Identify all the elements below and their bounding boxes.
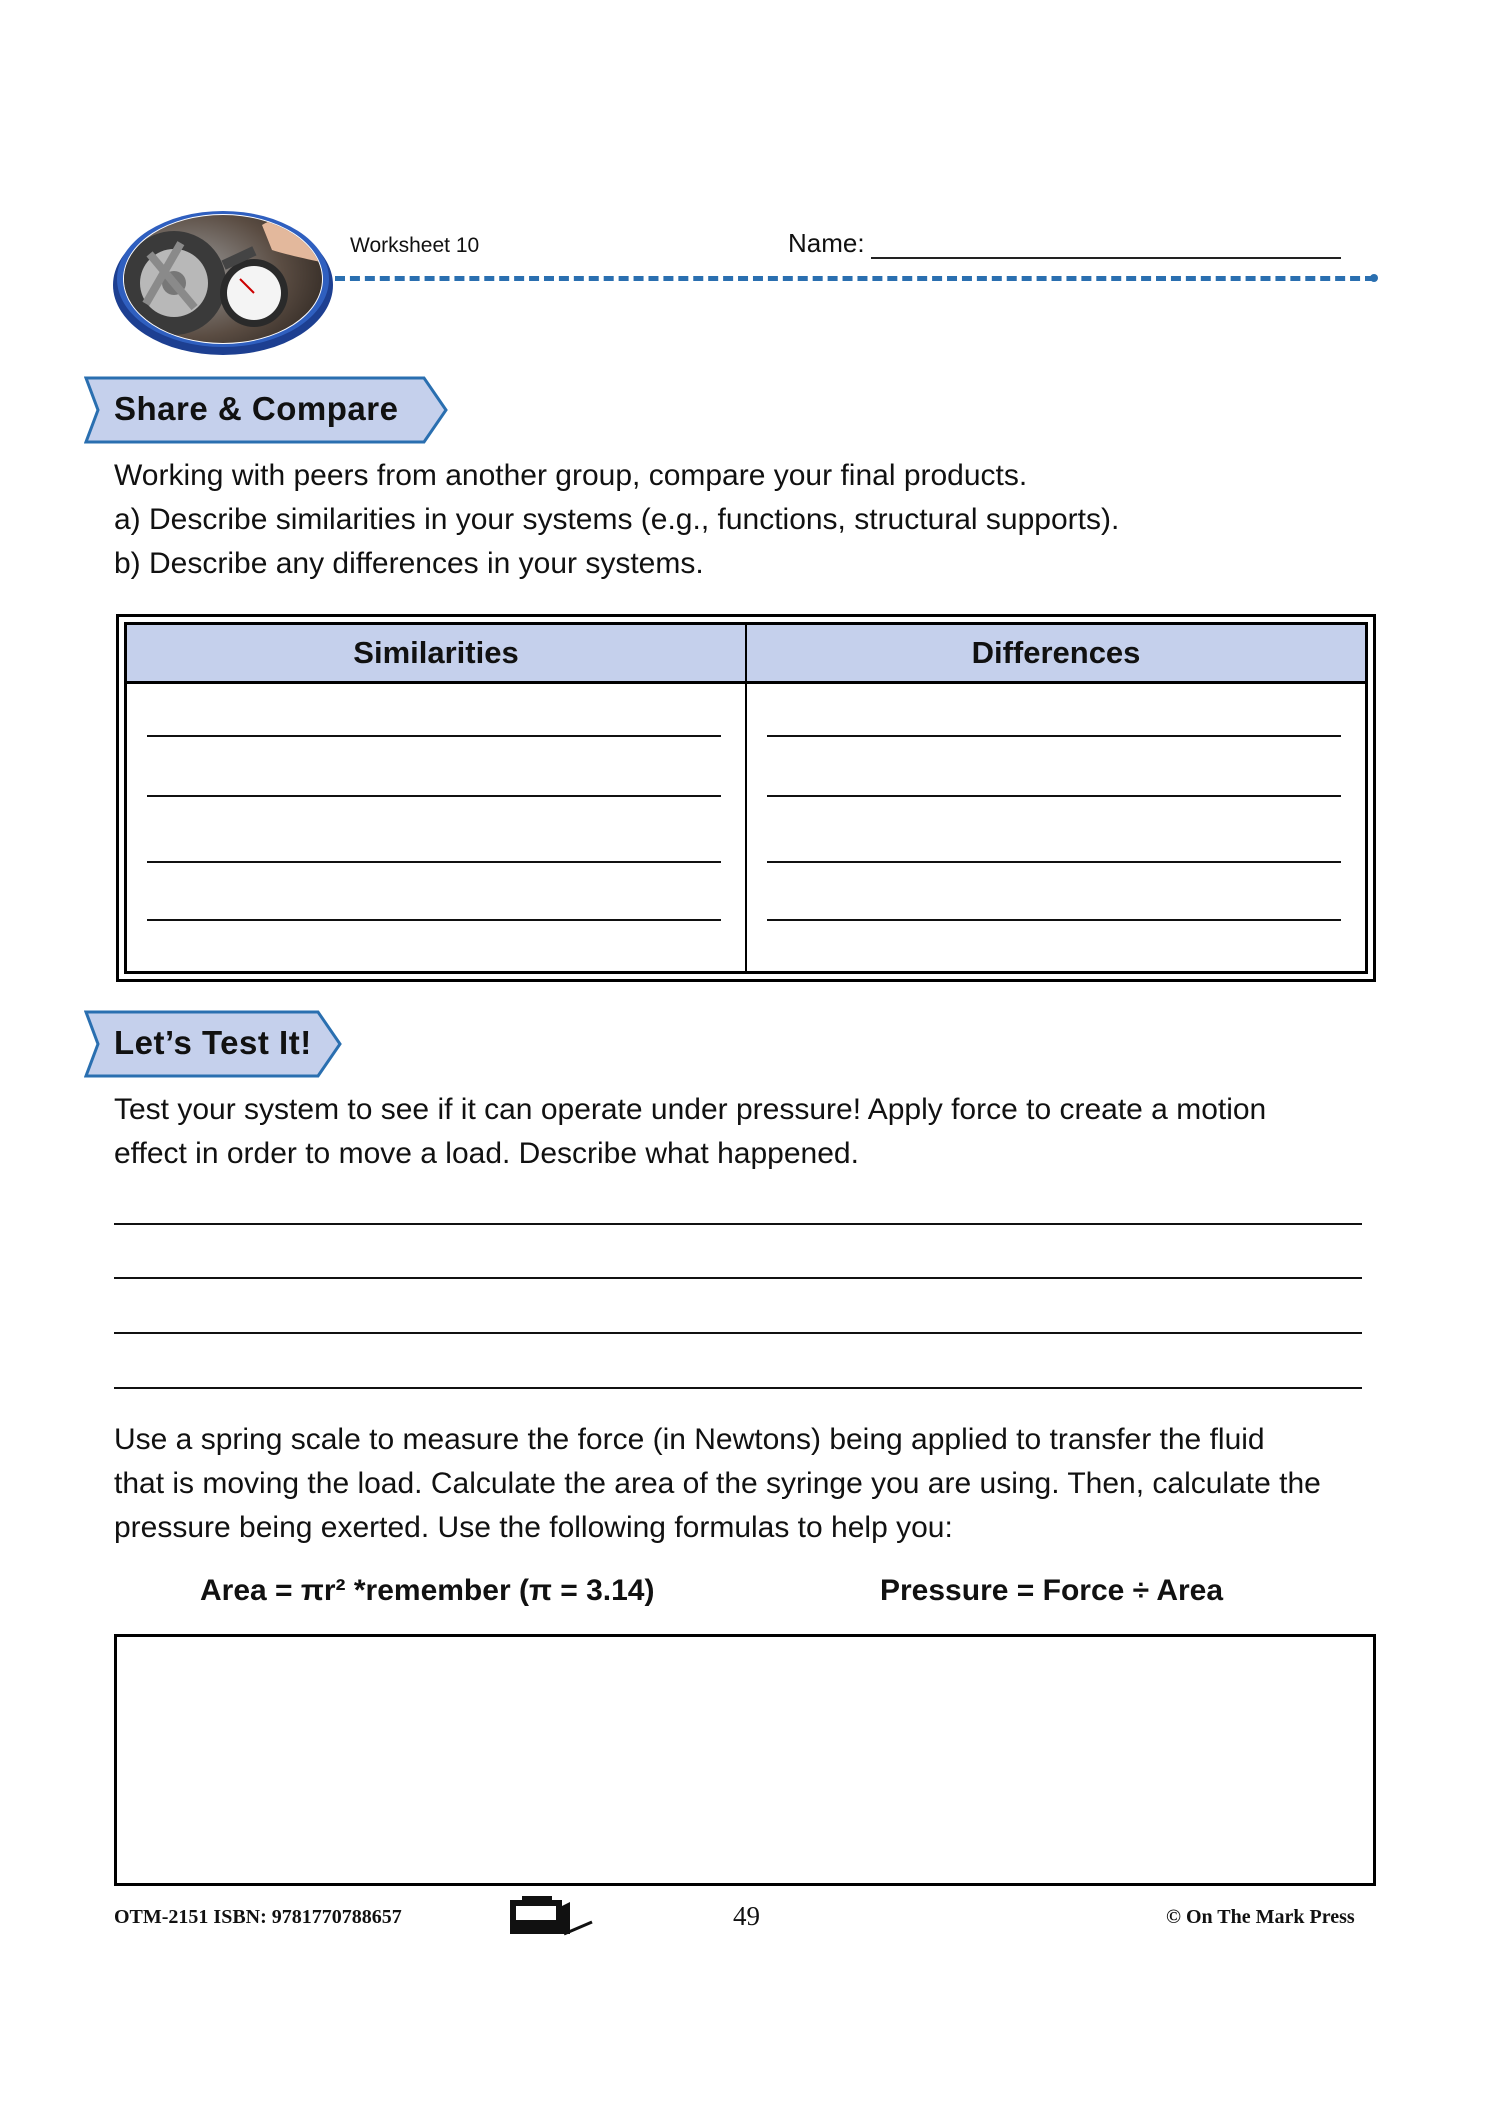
lets-test-banner	[84, 1010, 342, 1078]
share-instructions	[114, 454, 1119, 586]
test-answer-line[interactable]	[114, 1277, 1362, 1279]
tire-pressure-gauge-photo-icon	[112, 205, 334, 357]
similarities-writing-line[interactable]	[147, 861, 721, 863]
share-line-3: b) Describe any differences in your systems.	[114, 547, 704, 580]
differences-column	[745, 625, 1365, 971]
differences-writing-line[interactable]	[767, 795, 1341, 797]
computer-monitor-icon	[508, 1896, 594, 1938]
name-field[interactable]	[788, 228, 1341, 259]
share-line-2: a) Describe similarities in your systems (e.g., functions, structural supports).	[114, 503, 1120, 536]
lets-test-title: Let’s Test It!	[114, 1024, 312, 1061]
test-answer-line[interactable]	[114, 1332, 1362, 1334]
pressure-formula: Pressure = Force ÷ Area	[880, 1574, 1224, 1607]
differences-writing-line[interactable]	[767, 919, 1341, 921]
footer-isbn: OTM-2151 ISBN: 9781770788657	[114, 1906, 402, 1928]
calculation-box[interactable]	[114, 1634, 1376, 1886]
measure-instructions	[114, 1418, 1321, 1550]
test-instructions	[114, 1088, 1266, 1176]
test-line-2: effect in order to move a load. Describe what happened.	[114, 1137, 859, 1170]
area-formula: Area = πr² *remember (π = 3.14)	[200, 1574, 655, 1607]
similarities-header: Similarities	[127, 625, 745, 684]
footer-copyright: © On The Mark Press	[1166, 1906, 1355, 1928]
differences-header: Differences	[747, 625, 1365, 684]
name-label: Name:	[788, 228, 865, 258]
measure-line-2: that is moving the load. Calculate the area of the syringe you are using. Then, calculate the	[114, 1467, 1321, 1500]
differences-writing-line[interactable]	[767, 735, 1341, 737]
test-answer-line[interactable]	[114, 1387, 1362, 1389]
worksheet-label: Worksheet 10	[350, 234, 480, 257]
share-compare-title: Share & Compare	[114, 390, 399, 427]
share-line-1: Working with peers from another group, compare your final products.	[114, 459, 1028, 492]
measure-line-1: Use a spring scale to measure the force (in Newtons) being applied to transfer the fluid	[114, 1423, 1265, 1456]
measure-line-3: pressure being exerted. Use the following formulas to help you:	[114, 1511, 953, 1544]
test-line-1: Test your system to see if it can operate under pressure! Apply force to create a motion	[114, 1093, 1267, 1126]
header-divider-dot	[1370, 274, 1378, 282]
name-underline[interactable]	[871, 233, 1341, 259]
similarities-writing-line[interactable]	[147, 795, 721, 797]
similarities-writing-line[interactable]	[147, 919, 721, 921]
header-dashed-divider	[335, 276, 1375, 281]
share-compare-banner	[84, 376, 448, 444]
page-number: 49	[733, 1901, 760, 1931]
similarities-writing-line[interactable]	[147, 735, 721, 737]
similarities-column	[127, 625, 745, 971]
compare-table	[116, 614, 1376, 982]
differences-writing-line[interactable]	[767, 861, 1341, 863]
test-answer-line[interactable]	[114, 1223, 1362, 1225]
